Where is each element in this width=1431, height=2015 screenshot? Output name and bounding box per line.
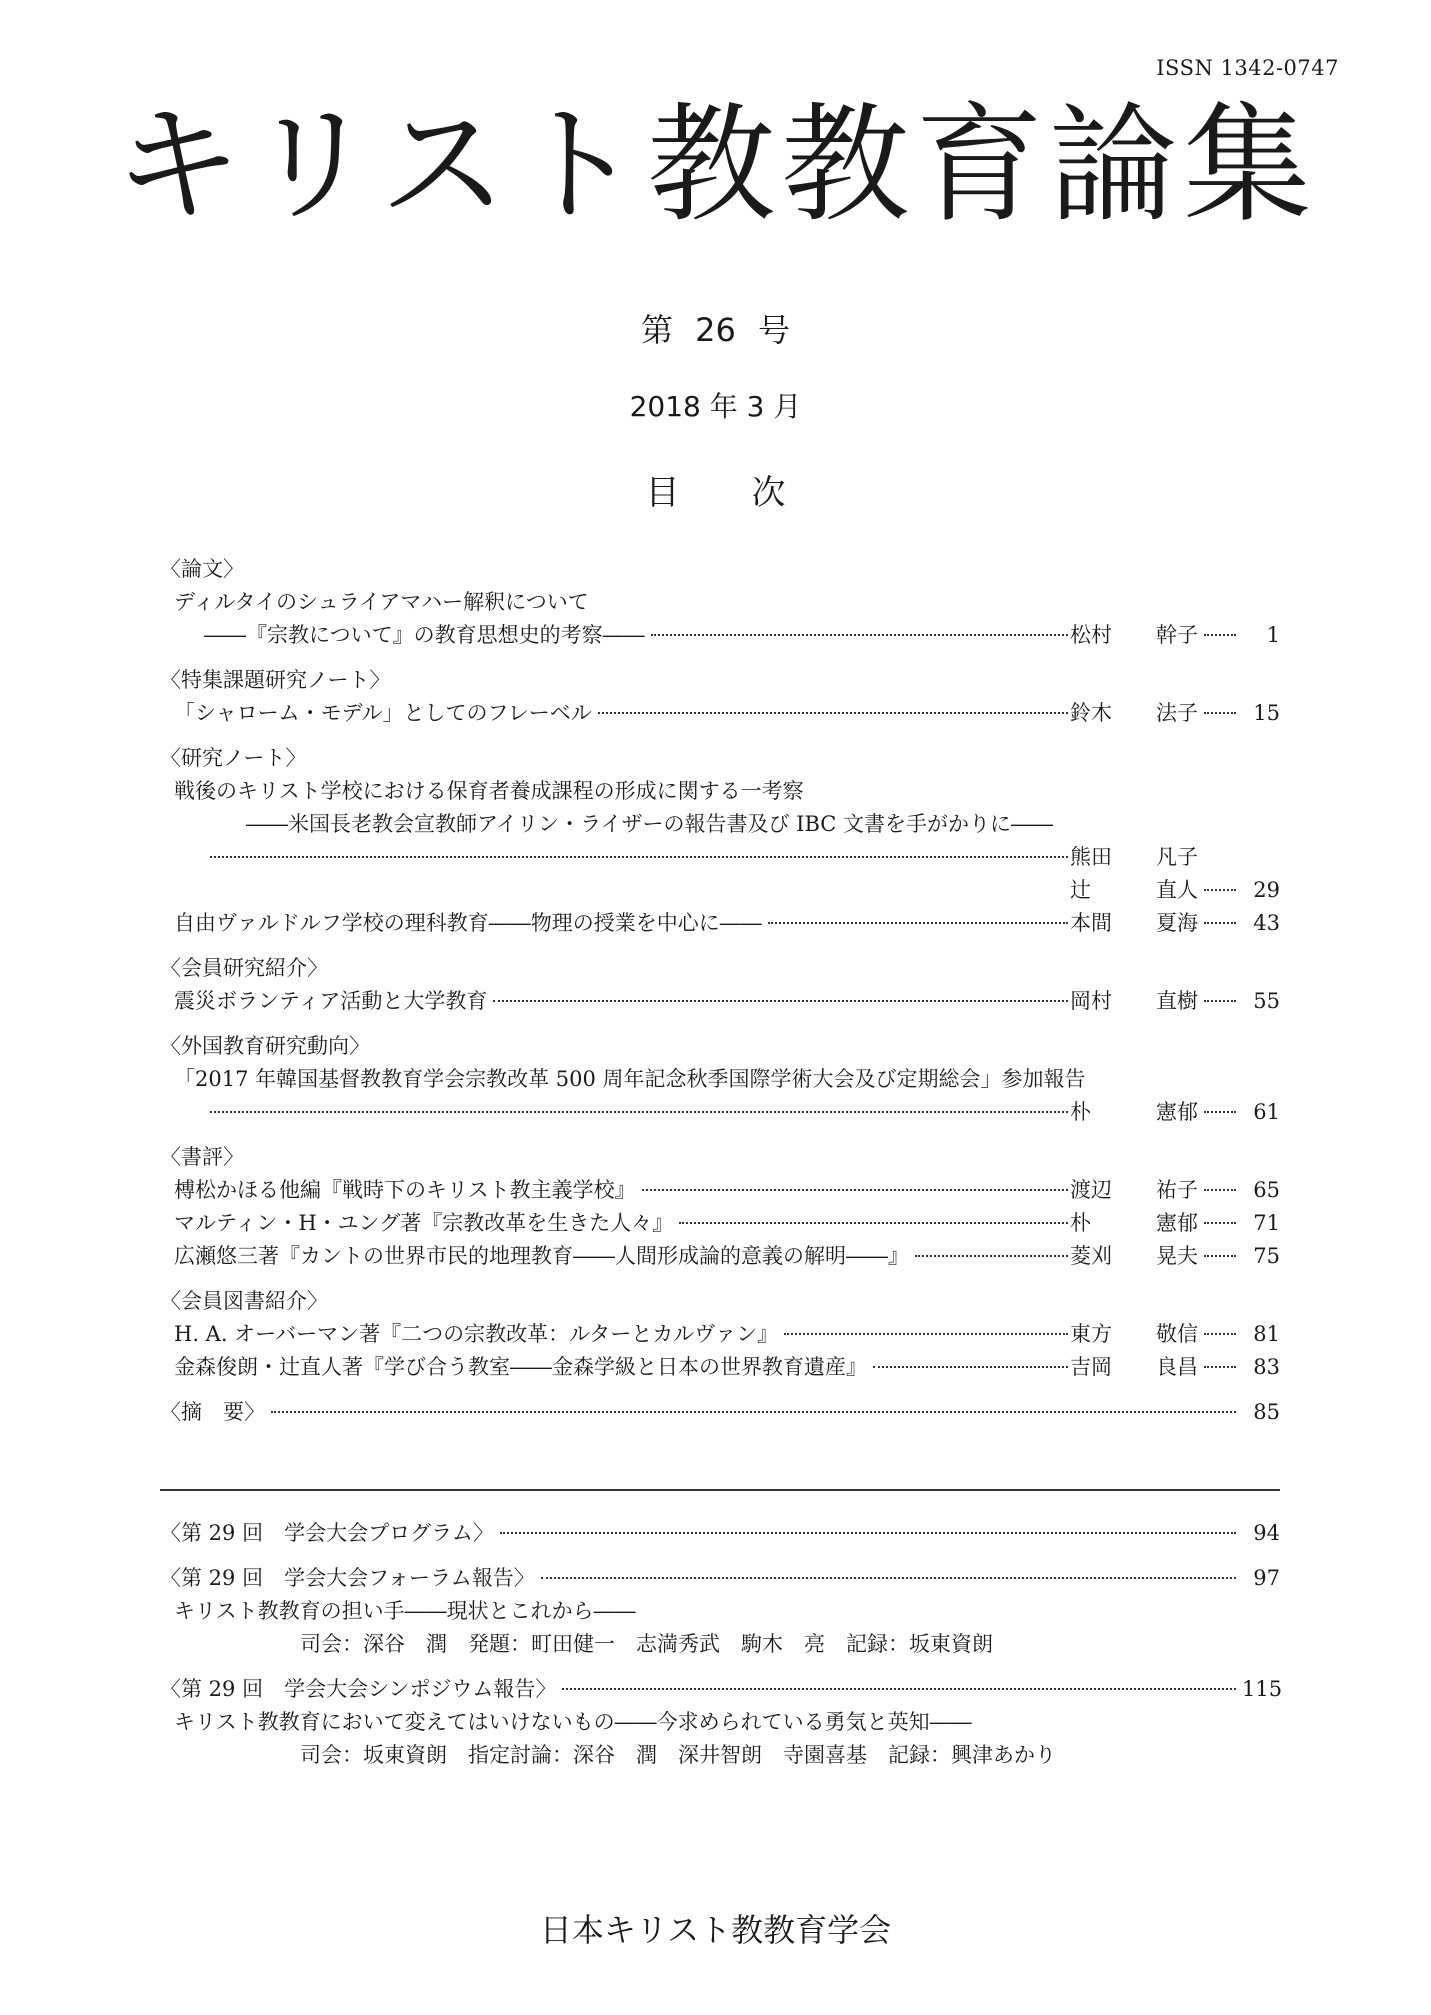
- toc-entry: [160, 1517, 1280, 1550]
- author-name: [1070, 1240, 1198, 1273]
- author-name: [1070, 1351, 1198, 1384]
- leader-dots: [1204, 1222, 1236, 1224]
- author-given: 良昌: [1156, 1355, 1198, 1379]
- page-number: 75: [1253, 1244, 1280, 1268]
- page-number: 97: [1253, 1566, 1280, 1590]
- leader-dots: [1204, 1111, 1236, 1113]
- toc-text-line: キリスト教教育の担い手――現状とこれから――: [174, 1599, 636, 1623]
- author-given: 敬信: [1156, 1322, 1198, 1346]
- author-given: 凡子: [1156, 845, 1198, 869]
- toc-entry: [160, 841, 1280, 874]
- author-given: 夏海: [1156, 911, 1198, 935]
- entry-title: 榑松かほる他編『戦時下のキリスト教主義学校』: [174, 1178, 636, 1202]
- section-divider: [160, 1489, 1280, 1491]
- page-number: 71: [1253, 1211, 1280, 1235]
- leader-dots: [1204, 1366, 1236, 1368]
- toc-text-line: 「2017 年韓国基督教教育学会宗教改革 500 周年記念秋季国際学術大会及び定期総会」参加報告: [174, 1067, 1086, 1091]
- author-family: 東方: [1070, 1322, 1112, 1346]
- leader-dots: [562, 1688, 1236, 1690]
- leader-dots: [651, 634, 1068, 636]
- leader-dots: [500, 1532, 1236, 1534]
- leader-dots: [1204, 1333, 1236, 1335]
- author-given: 法子: [1156, 701, 1198, 725]
- leader-dots: [915, 1255, 1068, 1257]
- author-given: 憲郁: [1156, 1211, 1198, 1235]
- entry-title: 震災ボランティア活動と大学教育: [174, 989, 488, 1013]
- leader-dots: [1204, 634, 1236, 636]
- author-family: 岡村: [1070, 989, 1112, 1013]
- author-family: 本間: [1070, 911, 1112, 935]
- author-family: 辻: [1070, 878, 1091, 902]
- toc-entry: [160, 697, 1280, 730]
- leader-dots: [1204, 1255, 1236, 1257]
- toc-text-line: キリスト教教育において変えてはいけないもの――今求められている勇気と英知――: [174, 1710, 972, 1734]
- toc-entry: [160, 1351, 1280, 1384]
- entry-title: 〈第 29 回 学会大会フォーラム報告〉: [160, 1566, 535, 1590]
- author-family: 朴: [1070, 1211, 1091, 1235]
- leader-dots: [271, 1411, 1236, 1413]
- entry-title: 「シャローム・モデル」としてのフレーベル: [174, 701, 592, 725]
- leader-dots: [1204, 1189, 1236, 1191]
- author-name: [1070, 1318, 1198, 1351]
- author-given: 幹子: [1156, 623, 1198, 647]
- author-name: [1070, 697, 1198, 730]
- author-name: [1070, 874, 1198, 907]
- author-given: 直人: [1156, 878, 1198, 902]
- toc-credit-line: 司会：坂東資朗 指定討論：深谷 潤 深井智朗 寺園喜基 記録：興津あかり: [300, 1743, 1056, 1767]
- section-heading: 〈書評〉: [160, 1145, 244, 1169]
- page-number: 115: [1242, 1677, 1283, 1701]
- section-heading: 〈特集課題研究ノート〉: [160, 668, 391, 692]
- author-name: [1070, 1096, 1198, 1129]
- section-heading: 〈研究ノート〉: [160, 746, 307, 770]
- author-family: 鈴木: [1070, 701, 1112, 725]
- entry-title: ――『宗教について』の教育思想史的考察――: [204, 623, 645, 647]
- leader-dots: [493, 1000, 1068, 1002]
- issue-date: 2018 年 3 月: [629, 390, 802, 423]
- publisher-name: 日本キリスト教教育学会: [539, 1911, 892, 1949]
- author-family: 吉岡: [1070, 1355, 1112, 1379]
- leader-dots: [768, 922, 1068, 924]
- toc-entry: [160, 1562, 1280, 1595]
- toc-entry: [160, 1673, 1283, 1706]
- leader-dots: [679, 1222, 1068, 1224]
- page-number: 61: [1253, 1100, 1280, 1124]
- author-given: 祐子: [1156, 1178, 1198, 1202]
- toc-text-line: ディルタイのシュライアマハー解釈について: [174, 590, 589, 614]
- toc-entry: [160, 1240, 1280, 1273]
- author-name: [1070, 841, 1198, 874]
- page-number: 1: [1266, 623, 1280, 647]
- journal-title: キリスト教教育論集: [113, 91, 1318, 240]
- entry-title: 〈摘 要〉: [160, 1400, 265, 1424]
- author-family: 菱刈: [1070, 1244, 1112, 1268]
- author-given: 直樹: [1156, 989, 1198, 1013]
- entry-title: 〈第 29 回 学会大会プログラム〉: [160, 1521, 494, 1545]
- entry-title: 金森俊朗・辻直人著『学び合う教室――金森学級と日本の世界教育遺産』: [174, 1355, 867, 1379]
- author-name: [1070, 985, 1198, 1018]
- leader-dots: [210, 1111, 1068, 1113]
- author-name: [1070, 1174, 1198, 1207]
- toc-entry: [160, 1396, 1280, 1429]
- page-number: 15: [1253, 701, 1280, 725]
- page-number: 43: [1253, 911, 1280, 935]
- toc-text-line: ――米国長老教会宣教師アイリン・ライザーの報告書及び IBC 文書を手がかりに――: [246, 812, 1054, 836]
- author-family: 熊田: [1070, 845, 1112, 869]
- page-number: 55: [1253, 989, 1280, 1013]
- issn-number: ISSN 1342-0747: [1156, 56, 1339, 80]
- author-name: [1070, 619, 1198, 652]
- leader-dots: [1204, 712, 1236, 714]
- author-name: [1070, 907, 1198, 940]
- page-number: 83: [1253, 1355, 1280, 1379]
- toc-entry: [160, 874, 1280, 907]
- author-given: 晃夫: [1156, 1244, 1198, 1268]
- toc-entry: [160, 985, 1280, 1018]
- leader-dots: [598, 712, 1068, 714]
- toc-entry: [160, 1318, 1280, 1351]
- table-of-contents: [160, 553, 1280, 1429]
- page-number: 85: [1253, 1400, 1280, 1424]
- leader-dots: [642, 1189, 1068, 1191]
- toc-entry: [160, 619, 1280, 652]
- toc-heading: 目次: [645, 473, 858, 513]
- author-family: 松村: [1070, 623, 1112, 647]
- page-number: 29: [1253, 878, 1280, 902]
- entry-title: 自由ヴァルドルフ学校の理科教育――物理の授業を中心に――: [174, 911, 762, 935]
- author-name: [1070, 1207, 1198, 1240]
- leader-dots: [1204, 889, 1236, 891]
- page-number: 81: [1253, 1322, 1280, 1346]
- leader-dots: [1204, 922, 1236, 924]
- section-heading: 〈会員研究紹介〉: [160, 956, 328, 980]
- entry-title: H. A. オーバーマン著『二つの宗教改革：ルターとカルヴァン』: [174, 1322, 779, 1346]
- toc-text-line: 戦後のキリスト学校における保育者養成課程の形成に関する一考察: [174, 779, 804, 803]
- author-given: 憲郁: [1156, 1100, 1198, 1124]
- page-number: 65: [1253, 1178, 1280, 1202]
- toc-entry: [160, 1174, 1280, 1207]
- section-heading: 〈会員図書紹介〉: [160, 1289, 328, 1313]
- leader-dots: [541, 1577, 1236, 1579]
- leader-dots: [873, 1366, 1068, 1368]
- toc-credit-line: 司会：深谷 潤 発題：町田健一 志満秀武 駒木 亮 記録：坂東資朗: [300, 1632, 993, 1656]
- page-number: 94: [1253, 1521, 1280, 1545]
- section-heading: 〈論文〉: [160, 557, 244, 581]
- toc-entry: [160, 907, 1280, 940]
- leader-dots: [784, 1333, 1068, 1335]
- leader-dots: [210, 856, 1068, 858]
- conference-contents: [160, 1517, 1283, 1772]
- entry-title: 広瀬悠三著『カントの世界市民的地理教育――人間形成論的意義の解明――』: [174, 1244, 909, 1268]
- author-family: 渡辺: [1070, 1178, 1112, 1202]
- author-family: 朴: [1070, 1100, 1091, 1124]
- entry-title: マルティン・H・ユング著『宗教改革を生きた人々』: [174, 1211, 674, 1235]
- toc-entry: [160, 1096, 1280, 1129]
- section-heading: 〈外国教育研究動向〉: [160, 1034, 370, 1058]
- toc-entry: [160, 1207, 1280, 1240]
- leader-dots: [1204, 1000, 1236, 1002]
- entry-title: 〈第 29 回 学会大会シンポジウム報告〉: [160, 1677, 557, 1701]
- issue-number: 第 26 号: [640, 311, 791, 349]
